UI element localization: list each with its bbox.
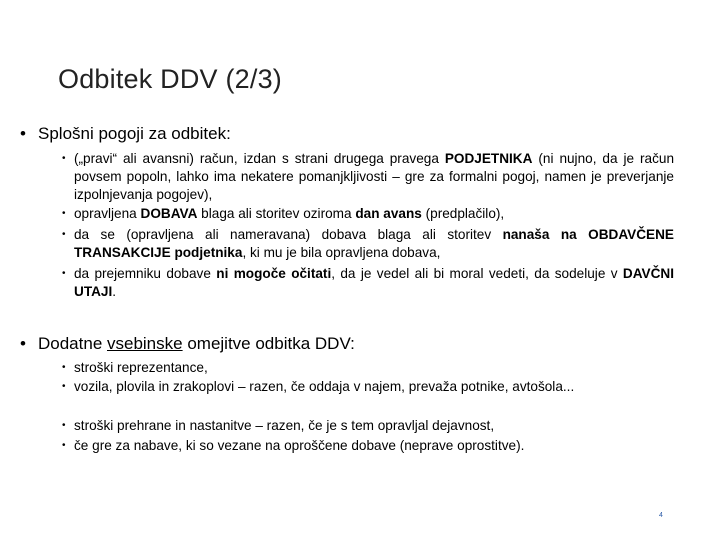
item-text: da se (opravljena ali nameravana) dobava blaga ali storitev: [74, 227, 503, 242]
item-text: (ni nujno, da je račun povsem popoln, lahko ima nekatere pomanjkljivosti – gre za formalni pogoj, namen je preverjanje izpolnjevanja pogojev),: [74, 151, 675, 202]
limit-item-food-lodging: [62, 417, 674, 435]
heading-part: omejitve odbitka DDV:: [182, 334, 355, 353]
item-text: stroški reprezentance,: [74, 360, 208, 375]
item-bold-text: DAVČNI UTAJI: [74, 266, 674, 299]
item-text: stroški prehrane in nastanitve – razen, če je s tem opravljal dejavnost,: [74, 418, 495, 433]
item-text: blaga ali storitev oziroma: [197, 206, 356, 221]
item-bold-text: ni mogoče očitati: [216, 266, 332, 281]
item-text: (predplačilo),: [421, 206, 505, 221]
bullet-icon: •: [62, 208, 66, 219]
item-bold-text: nanaša na OBDAVČENE TRANSAKCIJE podjetnika: [74, 227, 674, 260]
item-text: opravljena: [74, 206, 141, 221]
limit-item-representation: [62, 359, 674, 377]
condition-item-taxable-transactions: [62, 226, 674, 262]
condition-item-tax-evasion: [62, 265, 674, 301]
item-text: , ki mu je bila opravljena dobava,: [242, 245, 441, 260]
item-bold-text: PODJETNIKA: [444, 151, 533, 166]
condition-item-invoice: [62, 150, 675, 204]
bullet-icon: •: [20, 124, 26, 143]
item-text: da prejemniku dobave: [74, 266, 217, 281]
item-bold-text: DOBAVA: [140, 206, 198, 221]
limit-item-exempt-supplies: [62, 437, 674, 455]
section-heading-text: [38, 334, 355, 354]
heading-underlined-part: vsebinske: [107, 334, 183, 353]
condition-item-supply: [62, 205, 674, 223]
item-text: („pravi“ ali avansni) račun, izdan s strani drugega pravega: [74, 151, 445, 166]
bullet-icon: •: [20, 334, 26, 353]
heading-part: Dodatne: [38, 334, 107, 353]
item-text: vozila, plovila in zrakoplovi – razen, če oddaja v najem, prevaža potnike, avtošola...: [74, 379, 575, 394]
slide-title: Odbitek DDV (2/3): [58, 64, 282, 94]
limit-item-vehicles: [62, 378, 674, 396]
bullet-icon: •: [62, 153, 66, 164]
bullet-icon: •: [62, 268, 66, 279]
item-text: če gre za nabave, ki so vezane na oproščene dobave (neprave oprostitve).: [74, 438, 525, 453]
item-bold-text: dan avans: [355, 206, 422, 221]
page-number: 4: [659, 512, 663, 519]
section-heading-text: Splošni pogoji za odbitek:: [38, 124, 231, 143]
bullet-icon: •: [62, 362, 66, 373]
item-text: .: [112, 284, 117, 299]
section-heading-general-conditions: [20, 124, 231, 144]
section-heading-additional-limits: [20, 334, 355, 354]
bullet-icon: •: [62, 420, 66, 431]
bullet-icon: •: [62, 229, 66, 240]
bullet-icon: •: [62, 381, 66, 392]
bullet-icon: •: [62, 440, 66, 451]
item-text: , da je vedel ali bi moral vedeti, da sodeluje v: [331, 266, 623, 281]
